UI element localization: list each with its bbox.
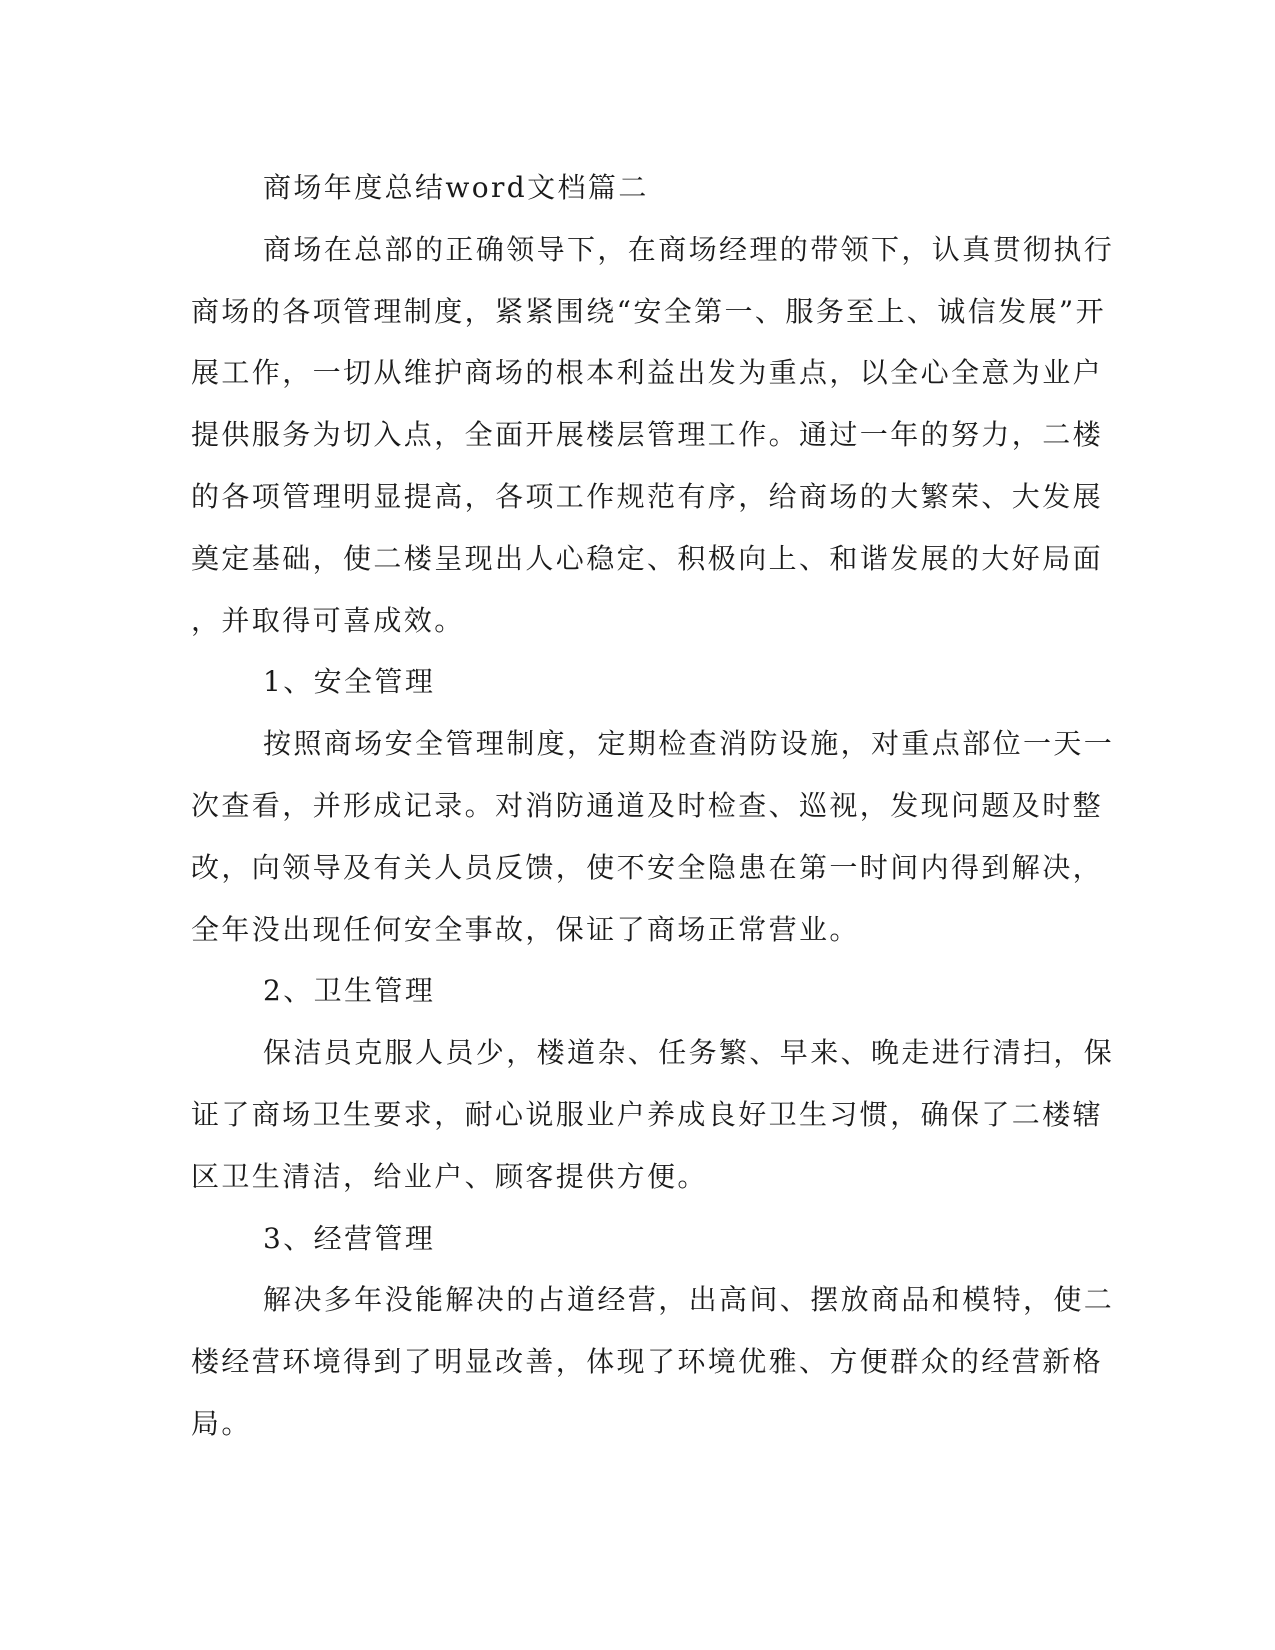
paragraph-hygiene-line: 证了商场卫生要求，耐心说服业户养成良好卫生习惯，确保了二楼辖 — [191, 1097, 1104, 1131]
paragraph-hygiene-line: 保洁员克服人员少，楼道杂、任务繁、早来、晚走进行清扫，保 — [263, 1036, 1115, 1070]
paragraph-intro-line: 商场在总部的正确领导下，在商场经理的带领下，认真贯彻执行 — [263, 232, 1115, 266]
paragraph-safety-line: 次查看，并形成记录。对消防通道及时检查、巡视，发现问题及时整 — [191, 788, 1104, 822]
document-body — [191, 157, 1115, 1455]
paragraph-operations-line: 楼经营环境得到了明显改善，体现了环境优雅、方便群众的经营新格 — [191, 1345, 1104, 1379]
section-heading-hygiene: 2、卫生管理 — [263, 974, 436, 1008]
paragraph-hygiene-line: 区卫生清洁，给业户、顾客提供方便。 — [191, 1159, 708, 1193]
paragraph-intro-line: 奠定基础，使二楼呈现出人心稳定、积极向上、和谐发展的大好局面 — [191, 541, 1104, 575]
paragraph-intro-line: 展工作，一切从维护商场的根本利益出发为重点，以全心全意为业户 — [191, 356, 1104, 390]
paragraph-safety-line: 按照商场安全管理制度，定期检查消防设施，对重点部位一天一 — [263, 727, 1115, 761]
paragraph-operations-line: 解决多年没能解决的占道经营，出高间、摆放商品和模特，使二 — [263, 1283, 1115, 1317]
document-title: 商场年度总结word文档篇二 — [263, 171, 649, 204]
paragraph-intro-line: ，并取得可喜成效。 — [191, 603, 465, 637]
paragraph-intro-line: 商场的各项管理制度，紧紧围绕“安全第一、服务至上、诚信发展”开 — [191, 294, 1107, 328]
paragraph-safety-line: 全年没出现任何安全事故，保证了商场正常营业。 — [191, 912, 860, 946]
paragraph-intro-line: 的各项管理明显提高，各项工作规范有序，给商场的大繁荣、大发展 — [191, 479, 1104, 513]
section-heading-operations: 3、经营管理 — [263, 1221, 436, 1255]
paragraph-intro-line: 提供服务为切入点，全面开展楼层管理工作。通过一年的努力，二楼 — [191, 418, 1104, 452]
section-heading-safety: 1、安全管理 — [263, 665, 436, 699]
paragraph-operations-line: 局。 — [191, 1406, 252, 1440]
paragraph-safety-line: 改，向领导及有关人员反馈，使不安全隐患在第一时间内得到解决， — [191, 850, 1104, 884]
